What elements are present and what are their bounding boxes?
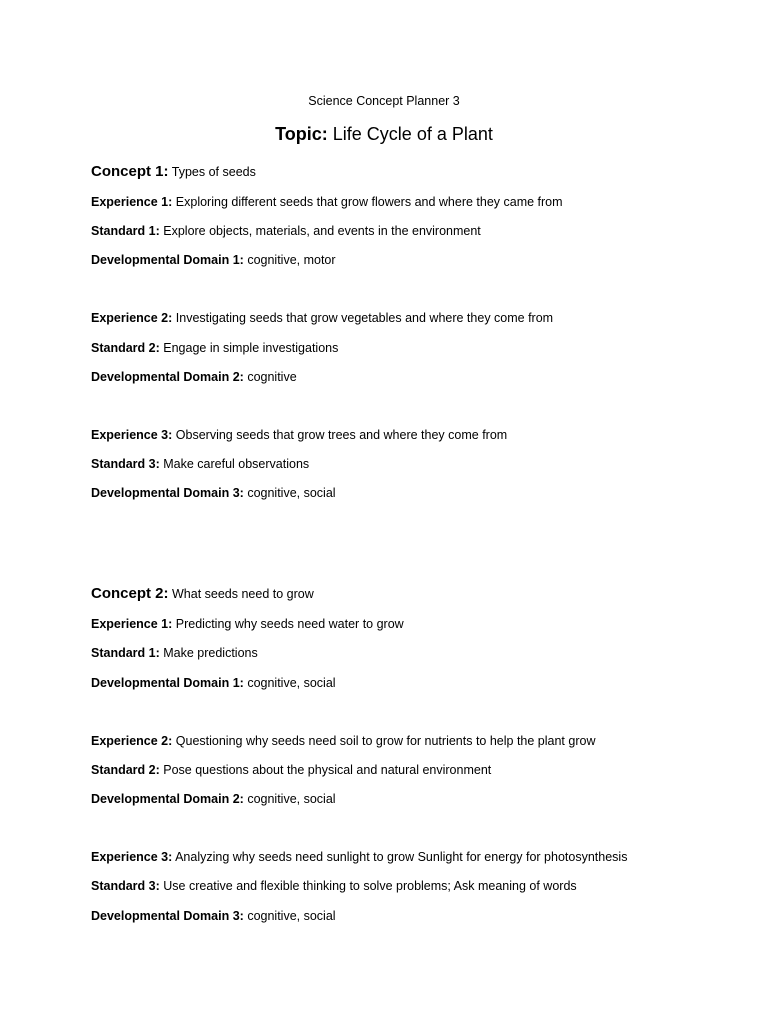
row-label: Developmental Domain 1: xyxy=(91,676,244,690)
row-value: Exploring different seeds that grow flowers and where they came from xyxy=(175,195,563,209)
concept-1-experience-3 xyxy=(91,426,751,444)
row-value: cognitive, motor xyxy=(247,253,336,267)
row-label: Standard 1: xyxy=(91,224,160,238)
topic-label: Topic: xyxy=(275,124,328,144)
row-value: cognitive, social xyxy=(247,676,336,690)
row-value: Questioning why seeds need soil to grow for nutrients to help the plant grow xyxy=(175,734,596,748)
concept-1-domain-2 xyxy=(91,368,751,386)
row-label: Developmental Domain 2: xyxy=(91,370,244,384)
row-label: Experience 1: xyxy=(91,195,173,209)
concept-1-standard-3 xyxy=(91,455,751,473)
row-label: Standard 2: xyxy=(91,341,160,355)
concept-2-standard-2 xyxy=(91,761,751,779)
row-value: Predicting why seeds need water to grow xyxy=(175,617,404,631)
concept-value: Types of seeds xyxy=(171,165,256,179)
row-value: Use creative and flexible thinking to solve problems; Ask meaning of words xyxy=(163,879,577,893)
concept-1-domain-1 xyxy=(91,251,751,269)
row-label: Experience 2: xyxy=(91,734,173,748)
row-label: Developmental Domain 3: xyxy=(91,909,244,923)
row-label: Standard 2: xyxy=(91,763,160,777)
concept-label: Concept 1: xyxy=(91,163,169,180)
concept-2-experience-3 xyxy=(91,848,751,866)
row-label: Experience 2: xyxy=(91,311,173,325)
row-value: Investigating seeds that grow vegetables and where they come from xyxy=(175,311,554,325)
concept-2-heading xyxy=(91,583,751,605)
row-value: cognitive, social xyxy=(247,486,336,500)
concept-1-experience-1 xyxy=(91,193,751,211)
concept-label: Concept 2: xyxy=(91,585,169,602)
row-label: Developmental Domain 3: xyxy=(91,486,244,500)
concept-2-experience-1 xyxy=(91,615,751,633)
row-label: Developmental Domain 2: xyxy=(91,792,244,806)
concept-2-domain-1 xyxy=(91,674,751,692)
row-value: Explore objects, materials, and events in the environment xyxy=(163,224,481,238)
concept-2-standard-1 xyxy=(91,644,751,662)
topic-heading xyxy=(0,121,768,147)
document-title: Science Concept Planner 3 xyxy=(308,94,460,108)
row-label: Experience 3: xyxy=(91,850,173,864)
concept-1-domain-3 xyxy=(91,484,751,502)
row-label: Developmental Domain 1: xyxy=(91,253,244,267)
concept-2-domain-2 xyxy=(91,790,751,808)
row-value: Engage in simple investigations xyxy=(163,341,339,355)
row-label: Standard 3: xyxy=(91,457,160,471)
row-label: Standard 1: xyxy=(91,646,160,660)
row-value: Make predictions xyxy=(163,646,258,660)
concept-1-heading xyxy=(91,161,751,183)
row-value: Observing seeds that grow trees and where they come from xyxy=(175,428,508,442)
concept-1-standard-1 xyxy=(91,222,751,240)
concept-value: What seeds need to grow xyxy=(172,587,314,601)
row-label: Experience 3: xyxy=(91,428,173,442)
row-value: cognitive xyxy=(247,370,297,384)
row-value: cognitive, social xyxy=(247,909,336,923)
concept-1-standard-2 xyxy=(91,339,751,357)
concept-2-standard-3 xyxy=(91,877,751,895)
concept-2-experience-2 xyxy=(91,732,751,750)
row-value: Make careful observations xyxy=(163,457,310,471)
topic-value: Life Cycle of a Plant xyxy=(332,124,493,144)
row-value: Pose questions about the physical and natural environment xyxy=(163,763,492,777)
concept-1-experience-2 xyxy=(91,309,751,327)
row-label: Standard 3: xyxy=(91,879,160,893)
concept-2-domain-3 xyxy=(91,907,751,925)
row-value: Analyzing why seeds need sunlight to grow Sunlight for energy for photosynthesis xyxy=(175,850,628,864)
row-label: Experience 1: xyxy=(91,617,173,631)
row-value: cognitive, social xyxy=(247,792,336,806)
